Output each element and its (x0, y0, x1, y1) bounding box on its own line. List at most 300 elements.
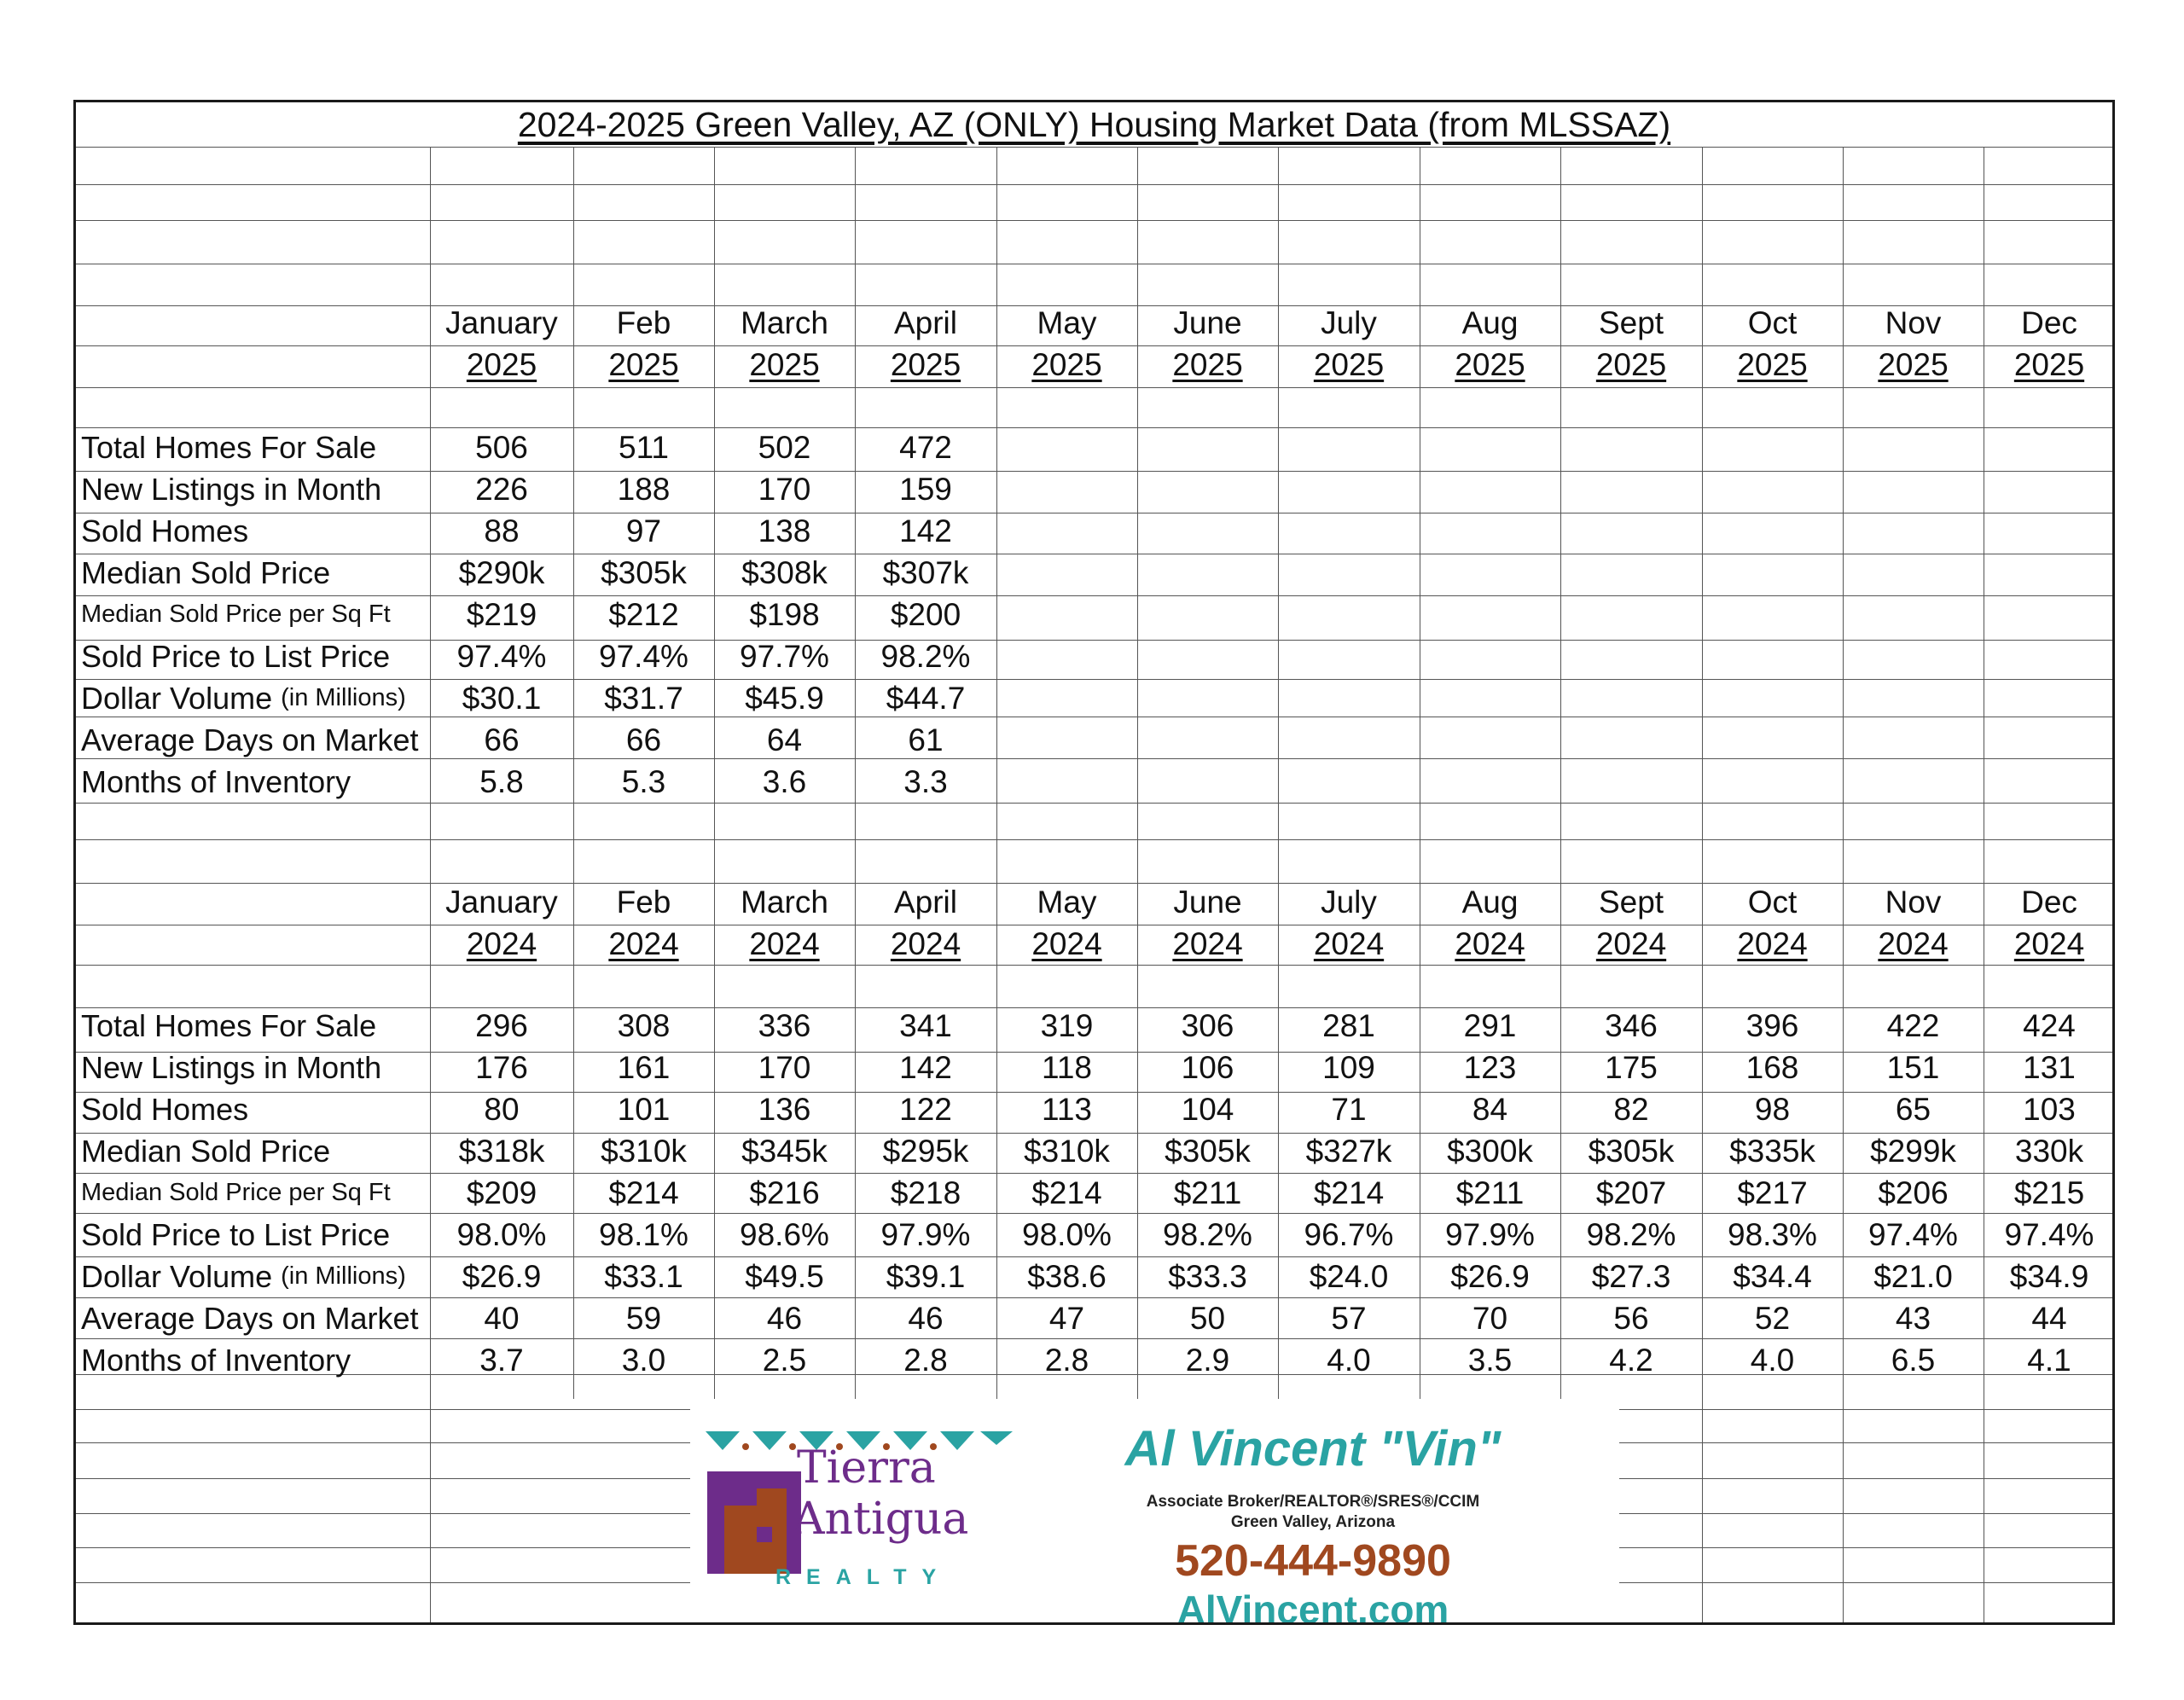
data-cell: 472 (899, 429, 952, 465)
data-cell: 98 (1754, 1091, 1791, 1127)
year-header (996, 923, 1137, 965)
grid-row-line (76, 220, 2115, 221)
data-cell: 98.2% (1163, 1216, 1252, 1252)
data-cell: 61 (908, 722, 944, 757)
data-cell: 511 (619, 429, 669, 465)
month-header: May (1037, 884, 1097, 920)
data-cell (1560, 426, 1702, 468)
data-cell: $26.9 (1450, 1258, 1530, 1294)
data-cell: 64 (766, 722, 803, 757)
data-cell: 47 (1048, 1300, 1085, 1336)
data-cell: $211 (1455, 1175, 1525, 1210)
year-header (573, 923, 714, 965)
data-cell: 97.4% (599, 638, 688, 674)
data-cell (1420, 719, 1560, 761)
year-header-label: 2025 (1878, 346, 1949, 382)
data-cell: $345k (741, 1133, 828, 1169)
data-cell: $45.9 (745, 680, 824, 716)
grid-row-line (76, 803, 2115, 804)
data-cell (1278, 761, 1420, 803)
data-cell: 136 (758, 1091, 811, 1127)
data-cell (1278, 677, 1420, 719)
month-header: July (1321, 884, 1377, 920)
agent-name: Al Vincent "Vin" (1124, 1421, 1502, 1477)
data-cell (996, 761, 1137, 803)
data-cell: $24.0 (1309, 1258, 1389, 1294)
metric-label-text: Median Sold Price (81, 554, 331, 590)
data-cell (1702, 677, 1843, 719)
data-cell: 46 (908, 1300, 944, 1336)
metric-label (76, 1088, 430, 1130)
data-cell (1984, 426, 2115, 468)
data-cell: 98.3% (1728, 1216, 1817, 1252)
data-cell (1137, 635, 1278, 677)
data-cell (996, 426, 1137, 468)
data-cell: 2.5 (762, 1342, 807, 1378)
data-cell (1702, 426, 1843, 468)
data-cell: 422 (1886, 1007, 1940, 1043)
data-cell: $307k (882, 554, 969, 590)
data-cell: 118 (1042, 1049, 1092, 1085)
metric-label-text: Median Sold Price per Sq Ft (81, 1179, 391, 1206)
metric-label-text: Average Days on Market (81, 1300, 419, 1336)
data-cell (1843, 510, 1984, 552)
metric-label-text: Median Sold Price (81, 1133, 331, 1169)
data-cell (1560, 761, 1702, 803)
data-cell: 98.2% (880, 638, 971, 674)
data-cell: 176 (475, 1049, 528, 1085)
month-header: May (1037, 305, 1097, 340)
metric-label-text: New Listings in Month (81, 471, 382, 507)
data-cell: 138 (758, 513, 811, 548)
data-cell: 2.9 (1185, 1342, 1230, 1378)
data-cell: 281 (1322, 1007, 1375, 1043)
year-header-label: 2025 (1455, 346, 1525, 382)
data-cell: 506 (475, 429, 528, 465)
data-cell (1278, 468, 1420, 510)
data-cell: 97.9% (880, 1216, 971, 1252)
data-cell: $217 (1737, 1175, 1808, 1210)
agent-website: AlVincent.com (1176, 1587, 1449, 1625)
data-cell: $30.1 (462, 680, 542, 716)
metric-label-text: Sold Price to List Price (81, 638, 391, 674)
metric-label (76, 761, 430, 803)
year-header-label: 2024 (1313, 925, 1385, 961)
data-cell: 88 (484, 513, 520, 548)
data-cell: $305k (1165, 1133, 1251, 1169)
year-header-label: 2024 (1031, 925, 1102, 961)
data-cell: 97.4% (456, 638, 547, 674)
data-cell: $49.5 (745, 1258, 824, 1294)
data-cell: 52 (1754, 1300, 1791, 1336)
data-cell: $200 (890, 596, 961, 632)
year-header-label: 2025 (608, 346, 679, 382)
data-cell (996, 510, 1137, 552)
year-header-label: 2025 (890, 346, 961, 382)
data-cell (1137, 510, 1278, 552)
grid-row-line (76, 839, 2115, 840)
data-cell: $216 (749, 1175, 820, 1210)
month-header: April (893, 305, 958, 340)
year-header-label: 2024 (1172, 925, 1243, 961)
data-cell (1984, 677, 2115, 719)
data-cell: $27.3 (1591, 1258, 1671, 1294)
data-cell (1843, 552, 1984, 594)
data-cell: $21.0 (1873, 1258, 1953, 1294)
data-cell: $300k (1447, 1133, 1533, 1169)
month-header: March (741, 884, 828, 920)
year-header (714, 923, 855, 965)
data-cell (1137, 468, 1278, 510)
data-cell: $215 (2013, 1175, 2085, 1210)
year-header (430, 923, 573, 965)
data-cell: $308k (741, 554, 828, 590)
metric-label (76, 1172, 430, 1214)
data-cell: $310k (1024, 1133, 1110, 1169)
grid-row-line (76, 184, 2115, 185)
data-cell: 71 (1331, 1091, 1367, 1127)
data-cell: 46 (766, 1300, 803, 1336)
data-cell: 4.2 (1609, 1342, 1653, 1378)
year-header (1560, 344, 1702, 386)
data-cell: $44.7 (886, 680, 966, 716)
year-header (1137, 923, 1278, 965)
data-cell: 98.0% (456, 1216, 547, 1252)
agent-phone: 520-444-9890 (1175, 1536, 1451, 1586)
grid-row-line (76, 387, 2115, 388)
year-header (996, 344, 1137, 386)
data-cell: 346 (1605, 1007, 1658, 1043)
data-cell: 97.7% (740, 638, 829, 674)
data-cell: $31.7 (604, 680, 683, 716)
year-header-label: 2025 (2013, 346, 2085, 382)
metric-sublabel: (in Millions) (281, 684, 406, 711)
data-cell: $206 (1878, 1175, 1949, 1210)
data-cell: $310k (601, 1133, 687, 1169)
data-cell: 159 (899, 471, 952, 507)
data-cell (1702, 510, 1843, 552)
logo-word-tierra: Tierra (797, 1442, 936, 1494)
year-header-label: 2024 (608, 925, 679, 961)
metric-label-text: Median Sold Price per Sq Ft (81, 601, 391, 628)
data-cell: 4.1 (2027, 1342, 2071, 1378)
data-cell: 188 (617, 471, 671, 507)
metric-label-text: Sold Homes (81, 1091, 249, 1127)
data-cell (1420, 552, 1560, 594)
data-cell: 308 (617, 1007, 671, 1043)
data-cell (1137, 426, 1278, 468)
data-cell: $218 (890, 1175, 961, 1210)
metric-label (76, 1297, 430, 1339)
data-cell: 170 (758, 1049, 811, 1085)
year-header (855, 344, 996, 386)
data-cell: 319 (1040, 1007, 1094, 1043)
data-cell (1843, 677, 1984, 719)
year-header (1843, 923, 1984, 965)
metric-label (76, 1256, 430, 1297)
data-cell: 40 (484, 1300, 520, 1336)
data-cell: $26.9 (462, 1258, 542, 1294)
month-header: July (1321, 305, 1377, 340)
year-header-label: 2024 (749, 925, 820, 961)
year-header-label: 2025 (1737, 346, 1808, 382)
data-cell (1278, 426, 1420, 468)
data-cell: 2.8 (903, 1342, 948, 1378)
data-cell (1843, 468, 1984, 510)
year-header (1278, 344, 1420, 386)
data-cell (1843, 426, 1984, 468)
data-cell (1560, 552, 1702, 594)
year-header (855, 923, 996, 965)
data-cell: 4.0 (1750, 1342, 1795, 1378)
data-cell: $34.9 (2009, 1258, 2089, 1294)
data-cell: 57 (1331, 1300, 1367, 1336)
month-header: Aug (1461, 884, 1519, 920)
data-cell (996, 594, 1137, 635)
year-header (1702, 344, 1843, 386)
metric-label (76, 719, 430, 761)
year-header (1984, 923, 2115, 965)
data-cell: 424 (2023, 1007, 2076, 1043)
year-header (1984, 344, 2115, 386)
data-cell: $34.4 (1733, 1258, 1812, 1294)
data-cell: 170 (758, 471, 811, 507)
data-cell (1843, 719, 1984, 761)
data-cell: 341 (899, 1007, 952, 1043)
data-cell (1137, 552, 1278, 594)
month-header: Sept (1598, 305, 1664, 340)
data-cell: 296 (475, 1007, 528, 1043)
data-cell: 44 (2031, 1300, 2067, 1336)
metric-label-text: Average Days on Market (81, 722, 419, 757)
data-cell: $214 (1313, 1175, 1385, 1210)
month-header: January (445, 884, 558, 920)
data-cell (1420, 510, 1560, 552)
data-cell (1278, 594, 1420, 635)
data-cell (1843, 761, 1984, 803)
data-cell (1278, 510, 1420, 552)
year-header-label: 2024 (1595, 925, 1667, 961)
data-cell (1560, 635, 1702, 677)
data-cell (996, 468, 1137, 510)
month-header: Aug (1461, 305, 1519, 340)
data-cell: $209 (466, 1175, 537, 1210)
data-cell: $39.1 (886, 1258, 966, 1294)
data-cell: 3.6 (762, 763, 807, 799)
data-cell: $214 (608, 1175, 679, 1210)
data-cell (1420, 677, 1560, 719)
metric-label (76, 594, 430, 635)
data-cell: $295k (882, 1133, 969, 1169)
month-header: Feb (616, 305, 671, 340)
data-cell: 151 (1886, 1049, 1940, 1085)
data-cell: 131 (2023, 1049, 2076, 1085)
metric-sublabel: (in Millions) (281, 1262, 406, 1290)
data-cell: 330k (2014, 1133, 2084, 1169)
year-header-label: 2025 (1031, 346, 1102, 382)
data-cell: $318k (458, 1133, 545, 1169)
data-cell: 161 (617, 1049, 671, 1085)
data-cell (1137, 719, 1278, 761)
data-cell: 82 (1613, 1091, 1649, 1127)
year-header (1702, 923, 1843, 965)
agent-title: Associate Broker/REALTOR®/SRES®/CCIM (1146, 1493, 1480, 1511)
data-cell: 50 (1189, 1300, 1226, 1336)
data-cell (1560, 719, 1702, 761)
data-cell (1560, 594, 1702, 635)
year-header-label: 2024 (466, 925, 537, 961)
data-cell: 103 (2023, 1091, 2076, 1127)
year-header (714, 344, 855, 386)
data-cell (1984, 594, 2115, 635)
metric-label (76, 635, 430, 677)
data-cell: 175 (1605, 1049, 1658, 1085)
year-header-label: 2024 (1878, 925, 1949, 961)
data-cell: 2.8 (1044, 1342, 1089, 1378)
data-cell: $33.1 (604, 1258, 683, 1294)
data-cell: $219 (466, 596, 537, 632)
data-cell: 98.6% (740, 1216, 829, 1252)
data-cell: $305k (1588, 1133, 1675, 1169)
month-header: Sept (1598, 884, 1664, 920)
metric-label (76, 1005, 430, 1047)
data-cell (996, 677, 1137, 719)
metric-label (76, 1047, 430, 1088)
data-cell (996, 719, 1137, 761)
data-cell (1702, 594, 1843, 635)
year-header-label: 2025 (466, 346, 537, 382)
data-cell: 56 (1613, 1300, 1649, 1336)
data-cell: 122 (899, 1091, 952, 1127)
brand-banner (690, 1399, 1619, 1625)
data-cell: 502 (758, 429, 811, 465)
data-cell: 113 (1042, 1091, 1092, 1127)
metric-label (76, 677, 430, 719)
data-cell (1278, 635, 1420, 677)
metric-label-text: New Listings in Month (81, 1049, 382, 1085)
data-cell: $214 (1031, 1175, 1102, 1210)
data-cell: 97.9% (1445, 1216, 1535, 1252)
year-header-label: 2024 (2013, 925, 2085, 961)
data-cell (1984, 719, 2115, 761)
market-data-sheet (73, 100, 2115, 1625)
data-cell (1984, 635, 2115, 677)
data-cell: $299k (1870, 1133, 1956, 1169)
grid-row-line (76, 965, 2115, 966)
year-header-label: 2024 (1455, 925, 1525, 961)
data-cell: 43 (1895, 1300, 1931, 1336)
data-cell: 3.3 (903, 763, 948, 799)
data-cell (1420, 426, 1560, 468)
month-header: March (741, 305, 828, 340)
data-cell: 226 (475, 471, 528, 507)
data-cell (1560, 510, 1702, 552)
data-cell (1843, 594, 1984, 635)
month-header: Nov (1885, 884, 1942, 920)
data-cell: 70 (1472, 1300, 1508, 1336)
year-header (1560, 923, 1702, 965)
data-cell: 98.2% (1586, 1216, 1676, 1252)
year-header (1420, 344, 1560, 386)
data-cell (1420, 761, 1560, 803)
year-header (1420, 923, 1560, 965)
data-cell (1560, 468, 1702, 510)
data-cell: 84 (1472, 1091, 1508, 1127)
data-cell (1984, 468, 2115, 510)
metric-label (76, 426, 430, 468)
data-cell: 168 (1745, 1049, 1799, 1085)
metric-label (76, 552, 430, 594)
data-cell (1278, 719, 1420, 761)
data-cell: 97 (625, 513, 662, 548)
data-cell: 101 (617, 1091, 671, 1127)
metric-label-text: Dollar Volume (81, 1258, 273, 1294)
year-header-label: 2024 (1737, 925, 1808, 961)
metric-label-text: Months of Inventory (81, 763, 351, 799)
month-header: January (445, 305, 558, 340)
data-cell: 106 (1181, 1049, 1234, 1085)
data-cell: 97.4% (2004, 1216, 2094, 1252)
month-header: Oct (1747, 884, 1798, 920)
year-header (430, 344, 573, 386)
data-cell: 109 (1322, 1049, 1375, 1085)
year-header (1137, 344, 1278, 386)
data-cell: $211 (1173, 1175, 1242, 1210)
logo-word-realty: REALTY (775, 1565, 952, 1589)
data-cell (1420, 635, 1560, 677)
data-cell (1420, 468, 1560, 510)
data-cell (1702, 635, 1843, 677)
metric-label (76, 510, 430, 552)
data-cell (1560, 677, 1702, 719)
month-header: April (893, 884, 958, 920)
data-cell: 5.8 (479, 763, 524, 799)
month-header: Dec (2021, 884, 2077, 920)
metric-label (76, 1130, 430, 1172)
data-cell: 66 (625, 722, 662, 757)
data-cell: $305k (601, 554, 687, 590)
data-cell: 6.5 (1891, 1342, 1936, 1378)
data-cell: $38.6 (1027, 1258, 1107, 1294)
data-cell (996, 552, 1137, 594)
data-cell: $198 (749, 596, 820, 632)
agent-location: Green Valley, Arizona (1230, 1513, 1396, 1531)
data-cell (1420, 594, 1560, 635)
metric-label (76, 1339, 430, 1381)
metric-label-text: Sold Homes (81, 513, 249, 548)
data-cell: 3.7 (479, 1342, 524, 1378)
data-cell (1278, 552, 1420, 594)
data-cell: 4.0 (1327, 1342, 1371, 1378)
month-header: June (1173, 884, 1242, 920)
data-cell: 5.3 (621, 763, 666, 799)
metric-label-text: Dollar Volume (81, 680, 273, 716)
data-cell (996, 635, 1137, 677)
data-cell: 291 (1463, 1007, 1517, 1043)
data-cell: 104 (1181, 1091, 1234, 1127)
data-cell: $335k (1729, 1133, 1815, 1169)
data-cell: $33.3 (1168, 1258, 1247, 1294)
data-cell: 142 (899, 513, 952, 548)
logo-word-antigua: Antigua (793, 1494, 969, 1545)
metric-label-text: Total Homes For Sale (81, 429, 377, 465)
month-header: Feb (616, 884, 671, 920)
data-cell (1137, 677, 1278, 719)
data-cell: 336 (758, 1007, 811, 1043)
data-cell: 142 (899, 1049, 952, 1085)
data-cell: 66 (484, 722, 520, 757)
data-cell: $212 (608, 596, 679, 632)
